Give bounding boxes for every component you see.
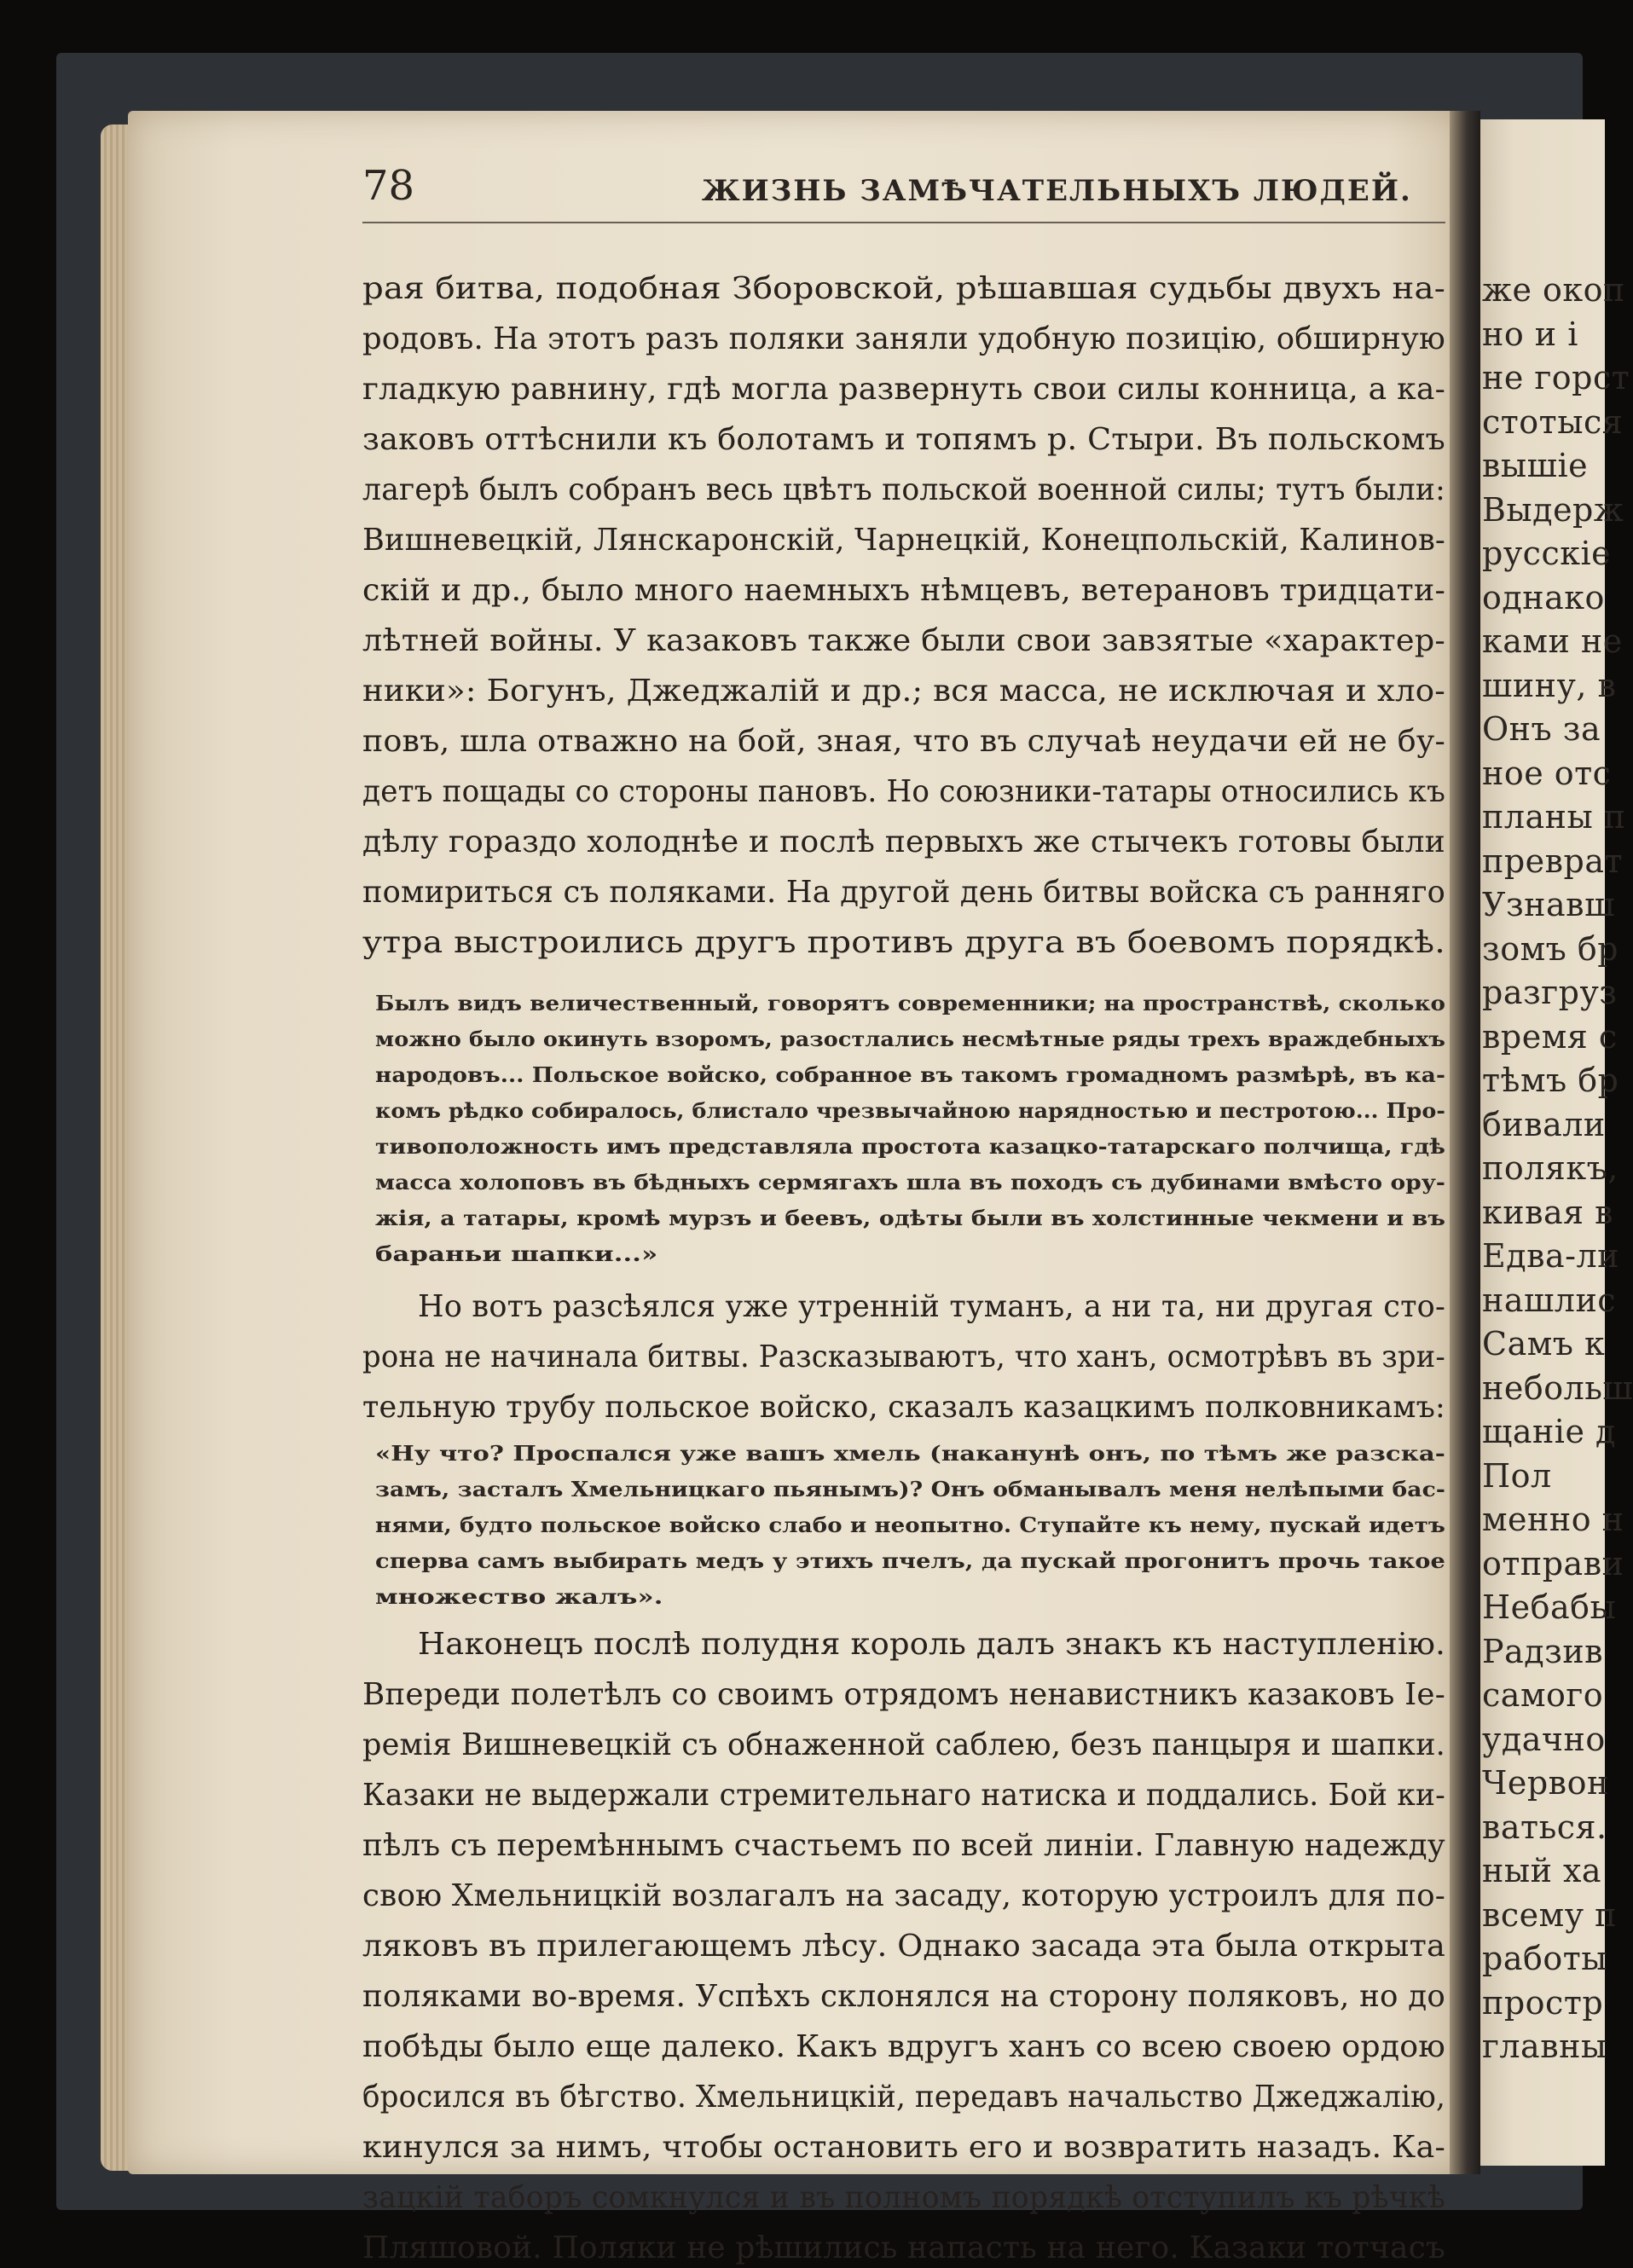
right-page-line: ваться. (1482, 1808, 1607, 1846)
right-page-line: Небабы (1482, 1588, 1617, 1626)
text-line: детъ пощады со стороны пановъ. Но союзники-татары относились къ (362, 774, 1445, 809)
right-page-line: Онъ за (1482, 710, 1601, 748)
quote-line: бараньи шапки...» (375, 1241, 658, 1266)
right-page-line: ками не (1482, 622, 1623, 660)
text-line: Но вотъ разсѣялся уже утренній туманъ, а ни та, ни другая сто- (418, 1289, 1445, 1324)
quote-line: масса холоповъ въ бѣдныхъ сермягахъ шла въ походъ съ дубинами вмѣсто ору- (375, 1170, 1445, 1195)
quote-line: комъ рѣдко собиралось, блистало чрезвычайною нарядностью и пестротою... Про- (375, 1098, 1445, 1123)
right-page-line: Выдерж (1482, 490, 1624, 529)
right-page-line: самого (1482, 1676, 1604, 1714)
text-line: бросился въ бѣгство. Хмельницкій, передавъ начальство Джеджалію, (362, 2080, 1445, 2115)
right-page-line: время с (1482, 1017, 1618, 1056)
right-page-line: Узнавш (1482, 886, 1615, 923)
right-page-line: простр (1482, 1983, 1604, 2022)
right-page-line: щаніе д (1482, 1413, 1616, 1450)
quote-line: нями, будто польское войско слабо и неопытно. Ступайте къ нему, пускай идетъ (375, 1513, 1445, 1537)
text-line: Вишневецкій, Лянскаронскій, Чарнецкій, Конецпольскій, Калинов- (362, 523, 1445, 558)
text-line: лѣтней войны. У казаковъ также были свои завзятые «характер- (362, 623, 1445, 658)
right-page-line: преврат (1482, 842, 1624, 880)
right-page-line: полякъ, (1482, 1149, 1619, 1187)
right-page-line: главны (1482, 2028, 1607, 2065)
right-page-line: Едва-ли (1482, 1237, 1619, 1275)
text-line: ремія Вишневецкій съ обнаженной саблею, безъ панцыря и шапки. (362, 1727, 1445, 1762)
text-line: родовъ. На этотъ разъ поляки заняли удобную позицію, обширную (362, 321, 1445, 356)
running-title: ЖИЗНЬ ЗАМѢЧАТЕЛЬНЫХЪ ЛЮДЕЙ. (702, 174, 1412, 208)
right-page-line: Червон (1482, 1764, 1609, 1802)
right-page-line: Самъ к (1482, 1325, 1606, 1363)
text-line: тельную трубу польское войско, сказалъ казацкимъ полковникамъ: (362, 1390, 1445, 1425)
text-line: дѣлу гораздо холоднѣе и послѣ первыхъ же стычекъ готовы были (362, 824, 1446, 859)
text-line: Пляшовой. Поляки не рѣшились напасть на него. Казаки тотчасъ (362, 2230, 1445, 2265)
text-line: лагерѣ былъ собранъ весь цвѣтъ польской военной силы; тутъ были: (362, 472, 1445, 507)
text-line: Наконецъ послѣ полудня король далъ знакъ къ наступленію. (418, 1627, 1445, 1662)
header-rule (362, 222, 1445, 223)
right-page-line: шину, в (1482, 666, 1617, 704)
right-page-line: нашлис (1482, 1281, 1617, 1319)
right-page-line: же окоп (1482, 271, 1625, 309)
right-page-line: удачно (1482, 1720, 1606, 1758)
right-page-line: но и і (1482, 315, 1578, 353)
text-line: утра выстроились другъ противъ друга въ боевомъ порядкѣ. (362, 925, 1445, 960)
right-page-line: ный ха (1482, 1852, 1602, 1889)
right-page-line: ное отс (1482, 754, 1612, 792)
right-page-line: вышіе (1482, 447, 1589, 484)
text-line: поляками во-время. Успѣхъ склонялся на сторону поляковъ, но до (362, 1979, 1446, 2014)
text-line: помириться съ поляками. На другой день битвы войска съ ранняго (362, 875, 1445, 910)
quote-line: жія, а татары, кромѣ мурзъ и беевъ, одѣты были въ холстинные чекмени и въ (375, 1206, 1445, 1230)
quote-line: можно было окинуть взоромъ, разостлались несмѣтные ряды трехъ враждебныхъ (375, 1027, 1445, 1051)
right-page-line: тѣмъ бр (1482, 1062, 1619, 1099)
text-line: скій и др., было много наемныхъ нѣмцевъ, ветерановъ тридцати- (362, 573, 1445, 608)
text-line: ляковъ въ прилегающемъ лѣсу. Однако засада эта была открыта (362, 1929, 1446, 1964)
right-page-line: отправи (1482, 1544, 1624, 1582)
right-page-line: однако (1482, 578, 1605, 616)
text-line: повъ, шла отважно на бой, зная, что въ случаѣ неудачи ей не бу- (362, 724, 1445, 759)
text-line: заковъ оттѣснили къ болотамъ и топямъ р. Стыри. Въ польскомъ (362, 422, 1445, 457)
text-line: рая битва, подобная Зборовской, рѣшавшая судьбы двухъ на- (362, 271, 1445, 306)
right-page-line: Радзив (1482, 1632, 1604, 1670)
text-line: ники»: Богунъ, Джеджалій и др.; вся масса, не исключая и хло- (362, 674, 1445, 709)
right-page-line: кивая в (1482, 1193, 1614, 1231)
quote-line: тивоположность имъ представляла простота казацко-татарскаго полчища, гдѣ (375, 1134, 1445, 1159)
text-line: рона не начинала битвы. Разсказываютъ, что ханъ, осмотрѣвъ въ зри- (362, 1339, 1445, 1374)
page-number: 78 (362, 162, 415, 210)
quote-line: народовъ... Польское войско, собранное въ такомъ громадномъ размѣрѣ, въ ка- (375, 1062, 1445, 1087)
right-page-line: менно н (1482, 1501, 1624, 1538)
right-page-line: русскіе (1482, 535, 1612, 572)
page-header (362, 162, 1445, 222)
right-page-line: разгруз (1482, 974, 1618, 1011)
right-page-line: работы (1482, 1940, 1608, 1977)
right-page-line: не горст (1482, 359, 1630, 396)
text-line: кинулся за нимъ, чтобы остановить его и возвратить назадъ. Ка- (362, 2130, 1445, 2165)
right-page (1475, 119, 1633, 2166)
right-page-line: бивали (1482, 1105, 1606, 1143)
right-page-line: планы п (1482, 798, 1626, 836)
quote-line: замъ, засталъ Хмельницкаго пьянымъ)? Онъ обманывалъ меня нелѣпыми бас- (375, 1477, 1445, 1501)
quote-line: множество жалъ». (375, 1584, 663, 1609)
text-line: побѣды было еще далеко. Какъ вдругъ ханъ со всею своею ордою (362, 2029, 1445, 2064)
text-line: Казаки не выдержали стремительнаго натиска и поддались. Бой ки- (362, 1778, 1445, 1813)
quote-line: сперва самъ выбирать медъ у этихъ пчелъ, да пускай прогонитъ прочь такое (375, 1548, 1445, 1573)
right-page-line: небольш (1482, 1368, 1633, 1407)
text-line: пѣлъ съ перемѣннымъ счастьемъ по всей линіи. Главную надежду (362, 1828, 1445, 1863)
right-page-line: всему п (1482, 1895, 1617, 1934)
text-line: зацкій таборъ сомкнулся и въ полномъ порядкѣ отступилъ къ рѣчкѣ (362, 2180, 1445, 2215)
quote-line: Былъ видъ величественный, говорятъ современники; на пространствѣ, сколько (375, 991, 1445, 1015)
text-line: Впереди полетѣлъ со своимъ отрядомъ ненавистникъ казаковъ Іе- (362, 1677, 1445, 1712)
book-gutter (1450, 111, 1480, 2174)
right-page-line: стотыся (1482, 402, 1624, 441)
right-page-line: зомъ бр (1482, 929, 1619, 968)
text-line: свою Хмельницкій возлагалъ на засаду, которую устроилъ для по- (362, 1878, 1445, 1913)
text-line: гладкую равнину, гдѣ могла развернуть свои силы конница, а ка- (362, 372, 1445, 407)
quote-line: «Ну что? Проспался уже вашъ хмель (наканунѣ онъ, по тѣмъ же разска- (375, 1441, 1445, 1466)
right-page-line: Пол (1482, 1456, 1552, 1495)
